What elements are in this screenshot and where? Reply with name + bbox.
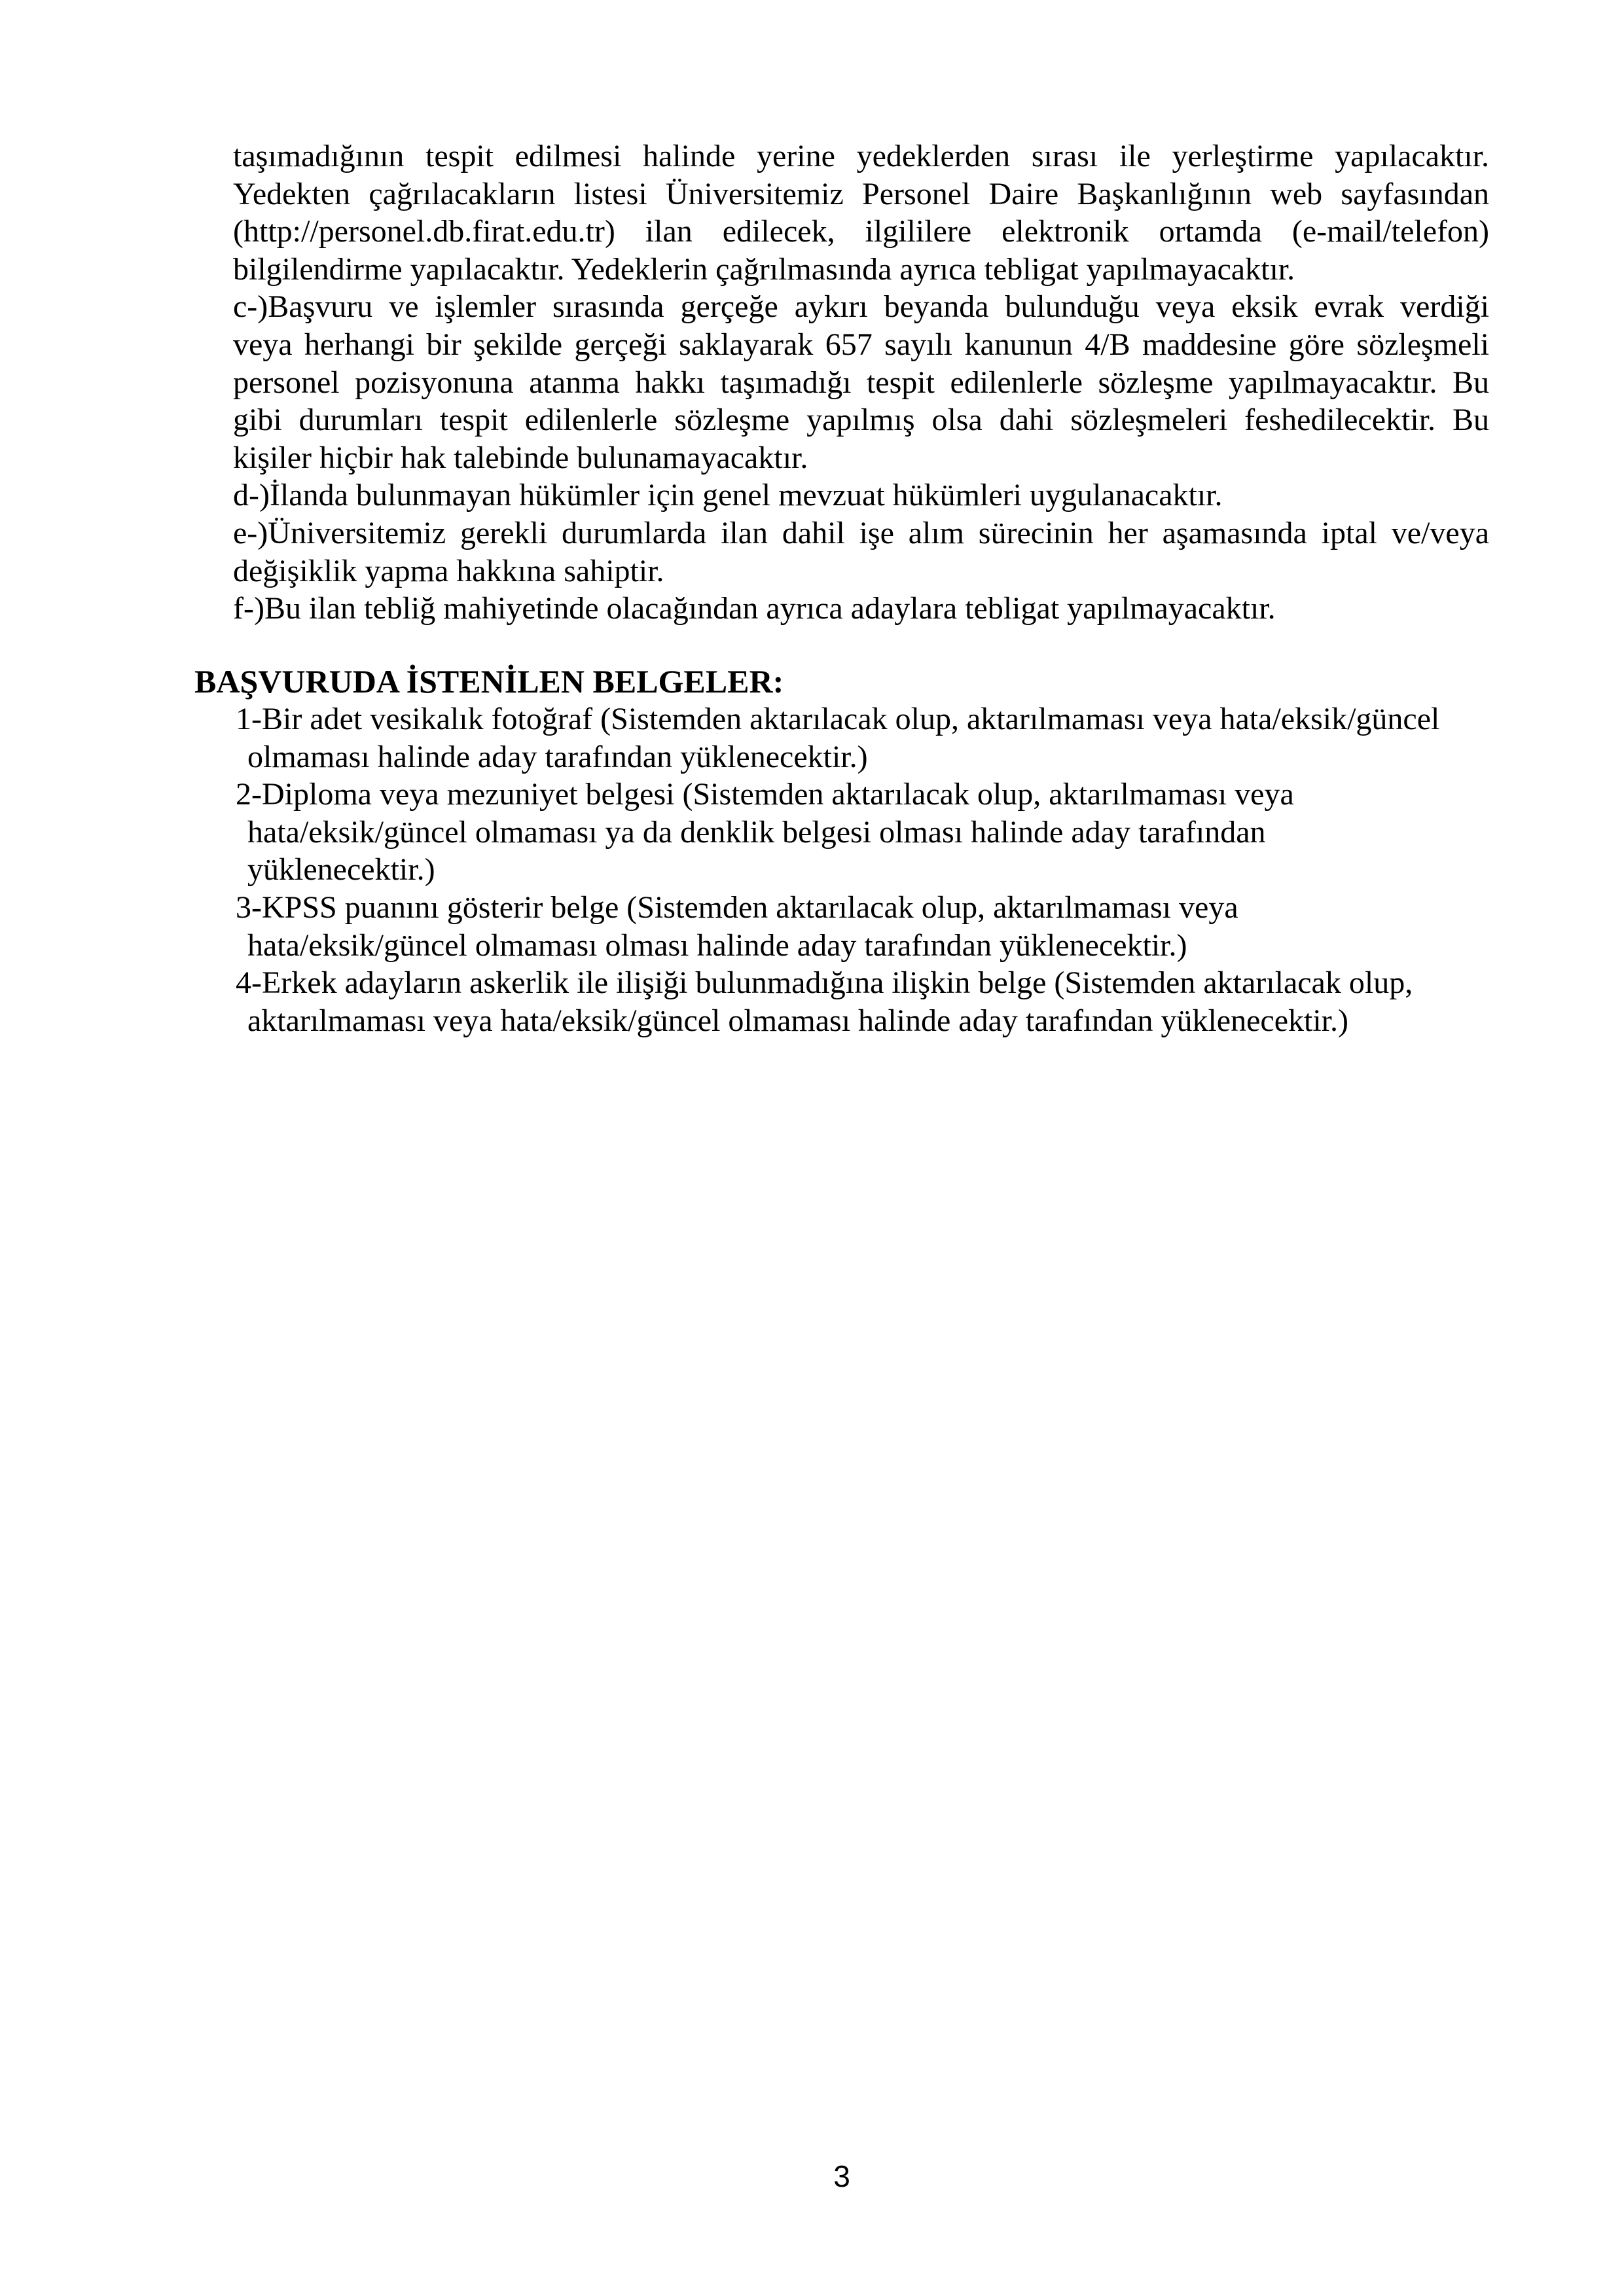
paragraph-line: taşımadığının tespit edilmesi halinde yerine yedeklerden sırası ile yerleştirme yapılacaktır. (233, 139, 1489, 173)
paragraph-line: Yedekten çağrılacakların listesi Üniversitemiz Personel Daire Başkanlığının web sayfasından (233, 176, 1489, 211)
paragraph-line: bilgilendirme yapılacaktır. Yedeklerin çağrılmasında ayrıca tebligat yapılmayacaktır. (233, 251, 1295, 287)
list-item-2-line: hata/eksik/güncel olmaması ya da denklik belgesi olması halinde aday tarafından (247, 814, 1266, 850)
body-paragraph-block (233, 137, 1489, 628)
list-item-1-line: 1-Bir adet vesikalık fotoğraf (Sistemden aktarılacak olup, aktarılmaması veya hata/eksik/güncel (236, 702, 1440, 736)
list-item-3-line: 3-KPSS puanını gösterir belge (Sistemden aktarılacak olup, aktarılmaması veya (236, 889, 1238, 925)
list-item-2-line: 2-Diploma veya mezuniyet belgesi (Sistemden aktarılacak olup, aktarılmaması veya (236, 777, 1294, 812)
list-item-2-line: yüklenecektir.) (247, 852, 435, 888)
paragraph-line: personel pozisyonuna atanma hakkı taşımadığı tespit edilenlerle sözleşme yapılmayacaktır. Bu (233, 365, 1489, 400)
paragraph-line: değişiklik yapma hakkına sahiptir. (233, 553, 664, 588)
paragraph-line: (http://personel.db.firat.edu.tr) ilan edilecek, ilgililere elektronik ortamda (e-mail/telefon) (233, 214, 1489, 249)
list-item-1-line: olmaması halinde aday tarafından yüklenecektir.) (247, 739, 868, 774)
page-number: 3 (833, 2159, 850, 2193)
paragraph-line-item-e: e-)Üniversitemiz gerekli durumlarda ilan dahil işe alım sürecinin her aşamasında iptal ve/veya (233, 515, 1489, 550)
required-documents-list (236, 700, 1578, 1039)
paragraph-line: kişiler hiçbir hak talebinde bulunamayacaktır. (233, 440, 808, 475)
paragraph-line-item-d: d-)İlanda bulunmayan hükümler için genel mevzuat hükümleri uygulanacaktır. (233, 478, 1223, 513)
paragraph-line-item-c: c-)Başvuru ve işlemler sırasında gerçeğe aykırı beyanda bulunduğu veya eksik evrak verdiği (233, 289, 1489, 325)
section-heading: BAŞVURUDA İSTENİLEN BELGELER: (194, 663, 784, 700)
paragraph-line: veya herhangi bir şekilde gerçeği saklayarak 657 sayılı kanunun 4/B maddesine göre sözleşmeli (233, 327, 1489, 362)
paragraph-line: gibi durumları tespit edilenlerle sözleşme yapılmış olsa dahi sözleşmeleri feshedilecektir. Bu (233, 403, 1489, 438)
list-item-4-line: aktarılmaması veya hata/eksik/güncel olmaması halinde aday tarafından yüklenecektir.) (247, 1003, 1349, 1038)
list-item-4-line: 4-Erkek adayların askerlik ile ilişiği bulunmadığına ilişkin belge (Sistemden aktarılacak olup, (236, 965, 1413, 1001)
list-item-3-line: hata/eksik/güncel olmaması olması halinde aday tarafından yüklenecektir.) (247, 927, 1187, 963)
paragraph-line-item-f: f-)Bu ilan tebliğ mahiyetinde olacağından ayrıca adaylara tebligat yapılmayacaktır. (233, 591, 1276, 626)
